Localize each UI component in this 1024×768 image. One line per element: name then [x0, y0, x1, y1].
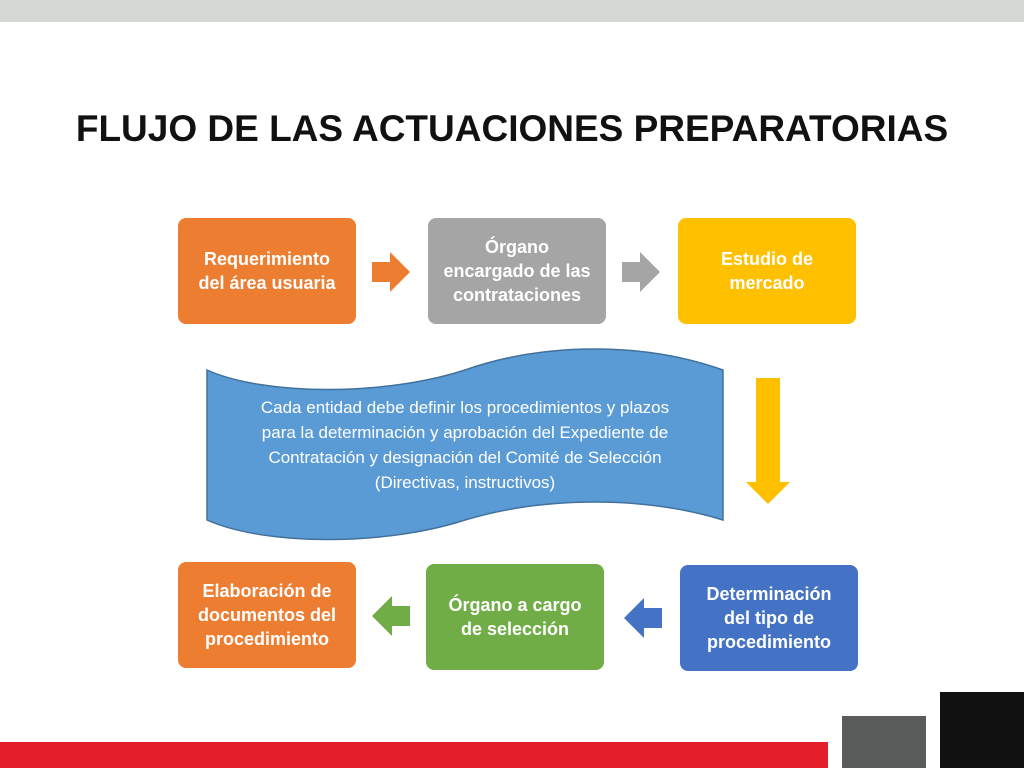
arrow-left-blue-icon [624, 598, 662, 638]
page-title: FLUJO DE LAS ACTUACIONES PREPARATORIAS [75, 108, 949, 149]
step-estudio-mercado: Estudio de mercado [678, 218, 856, 324]
step-elaboracion-documentos: Elaboración de documentos del procedimiento [178, 562, 356, 668]
arrow-down-yellow-icon [746, 378, 790, 504]
arrow-right-orange-icon [372, 252, 410, 292]
step-organo-seleccion: Órgano a cargo de selección [426, 564, 604, 670]
arrow-right-gray-icon [622, 252, 660, 292]
step-organo-encargado: Órgano encargado de las contrataciones [428, 218, 606, 324]
banner-text: Cada entidad debe definir los procedimientos y plazos para la determinación y aprobación del Expediente de Contratación y designación del Comité de Selección (Directivas, instructivos) [260, 398, 670, 492]
footer-gray-block [842, 716, 926, 768]
step-determinacion-procedimiento: Determinación del tipo de procedimiento [680, 565, 858, 671]
footer-black-block [940, 692, 1024, 768]
arrow-left-green-icon [372, 596, 410, 636]
footer-red-bar [0, 742, 828, 768]
top-bar [0, 0, 1024, 22]
step-requerimiento: Requerimiento del área usuaria [178, 218, 356, 324]
